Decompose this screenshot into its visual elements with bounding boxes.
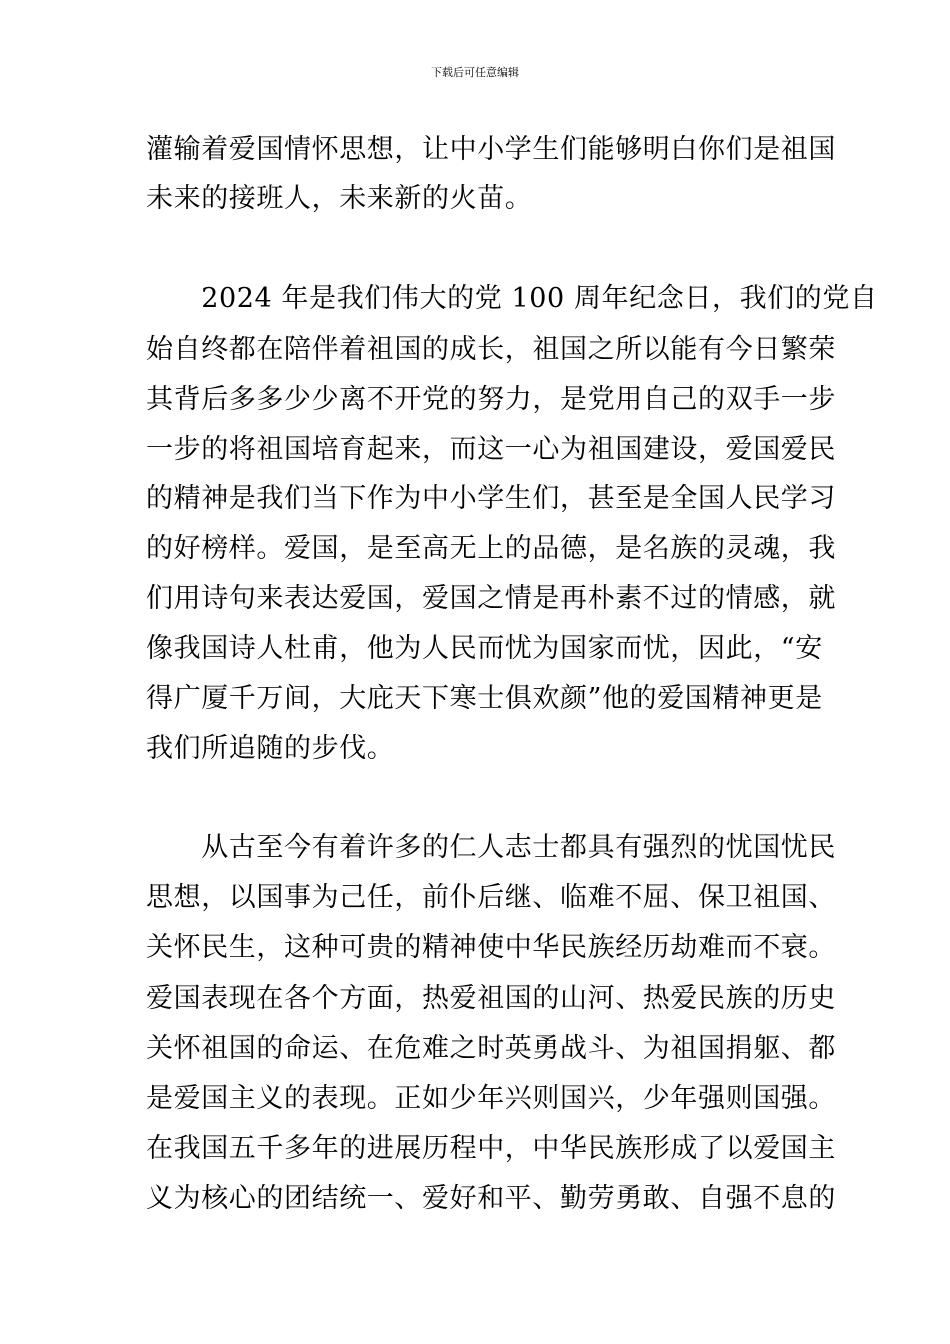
paragraph-3-line-4: 爱国表现在各个方面，热爱祖国的山河、热爱民族的历史: [146, 983, 836, 1014]
paragraph-3-line-5: 关怀祖国的命运、在危难之时英勇战斗、为祖国捐躯、都: [146, 1033, 836, 1064]
paragraph-3-line-8: 义为核心的团结统一、爱好和平、勤劳勇敢、自强不息的: [146, 1183, 836, 1214]
paragraph-2-line-6: 的好榜样。爱国，是至高无上的品德，是名族的灵魂，我: [146, 533, 836, 564]
paragraph-2-line-9: 得广厦千万间，大庇天下寒士俱欢颜”他的爱国精神更是: [146, 683, 823, 714]
paragraph-3-line-1: 从古至今有着许多的仁人志士都具有强烈的忧国忧民: [146, 832, 836, 863]
paragraph-2-line-8: 像我国诗人杜甫，他为人民而忧为国家而忧，因此，“安: [146, 633, 823, 664]
paragraph-1-line-1: 灌输着爱国情怀思想，让中小学生们能够明白你们是祖国: [146, 134, 836, 165]
paragraph-2-line-10: 我们所追随的步伐。: [146, 733, 395, 764]
paragraph-2-line-7: 们用诗句来表达爱国，爱国之情是再朴素不过的情感，就: [146, 583, 836, 614]
paragraph-3-line-3: 关怀民生，这种可贵的精神使中华民族经历劫难而不衰。: [146, 932, 836, 963]
paragraph-2-line-4: 一步的将祖国培育起来，而这一心为祖国建设，爱国爱民: [146, 434, 836, 465]
paragraph-3-line-6: 是爱国主义的表现。正如少年兴则国兴，少年强则国强。: [146, 1083, 836, 1114]
paragraph-3-line-2: 思想，以国事为己任，前仆后继、临难不屈、保卫祖国、: [146, 882, 836, 913]
page-header: 下载后可任意编辑: [431, 66, 519, 79]
paragraph-2-line-2: 始自终都在陪伴着祖国的成长，祖国之所以能有今日繁荣: [146, 334, 836, 365]
paragraph-1-line-2: 未来的接班人，未来新的火苗。: [146, 183, 533, 214]
paragraph-2-line-1: 2024 年是我们伟大的党 100 周年纪念日，我们的党自: [146, 283, 878, 314]
paragraph-2-line-3: 其背后多多少少离不开党的努力，是党用自己的双手一步: [146, 384, 836, 415]
paragraph-2-line-5: 的精神是我们当下作为中小学生们，甚至是全国人民学习: [146, 483, 836, 514]
paragraph-3-line-7: 在我国五千多年的进展历程中，中华民族形成了以爱国主: [146, 1133, 836, 1164]
